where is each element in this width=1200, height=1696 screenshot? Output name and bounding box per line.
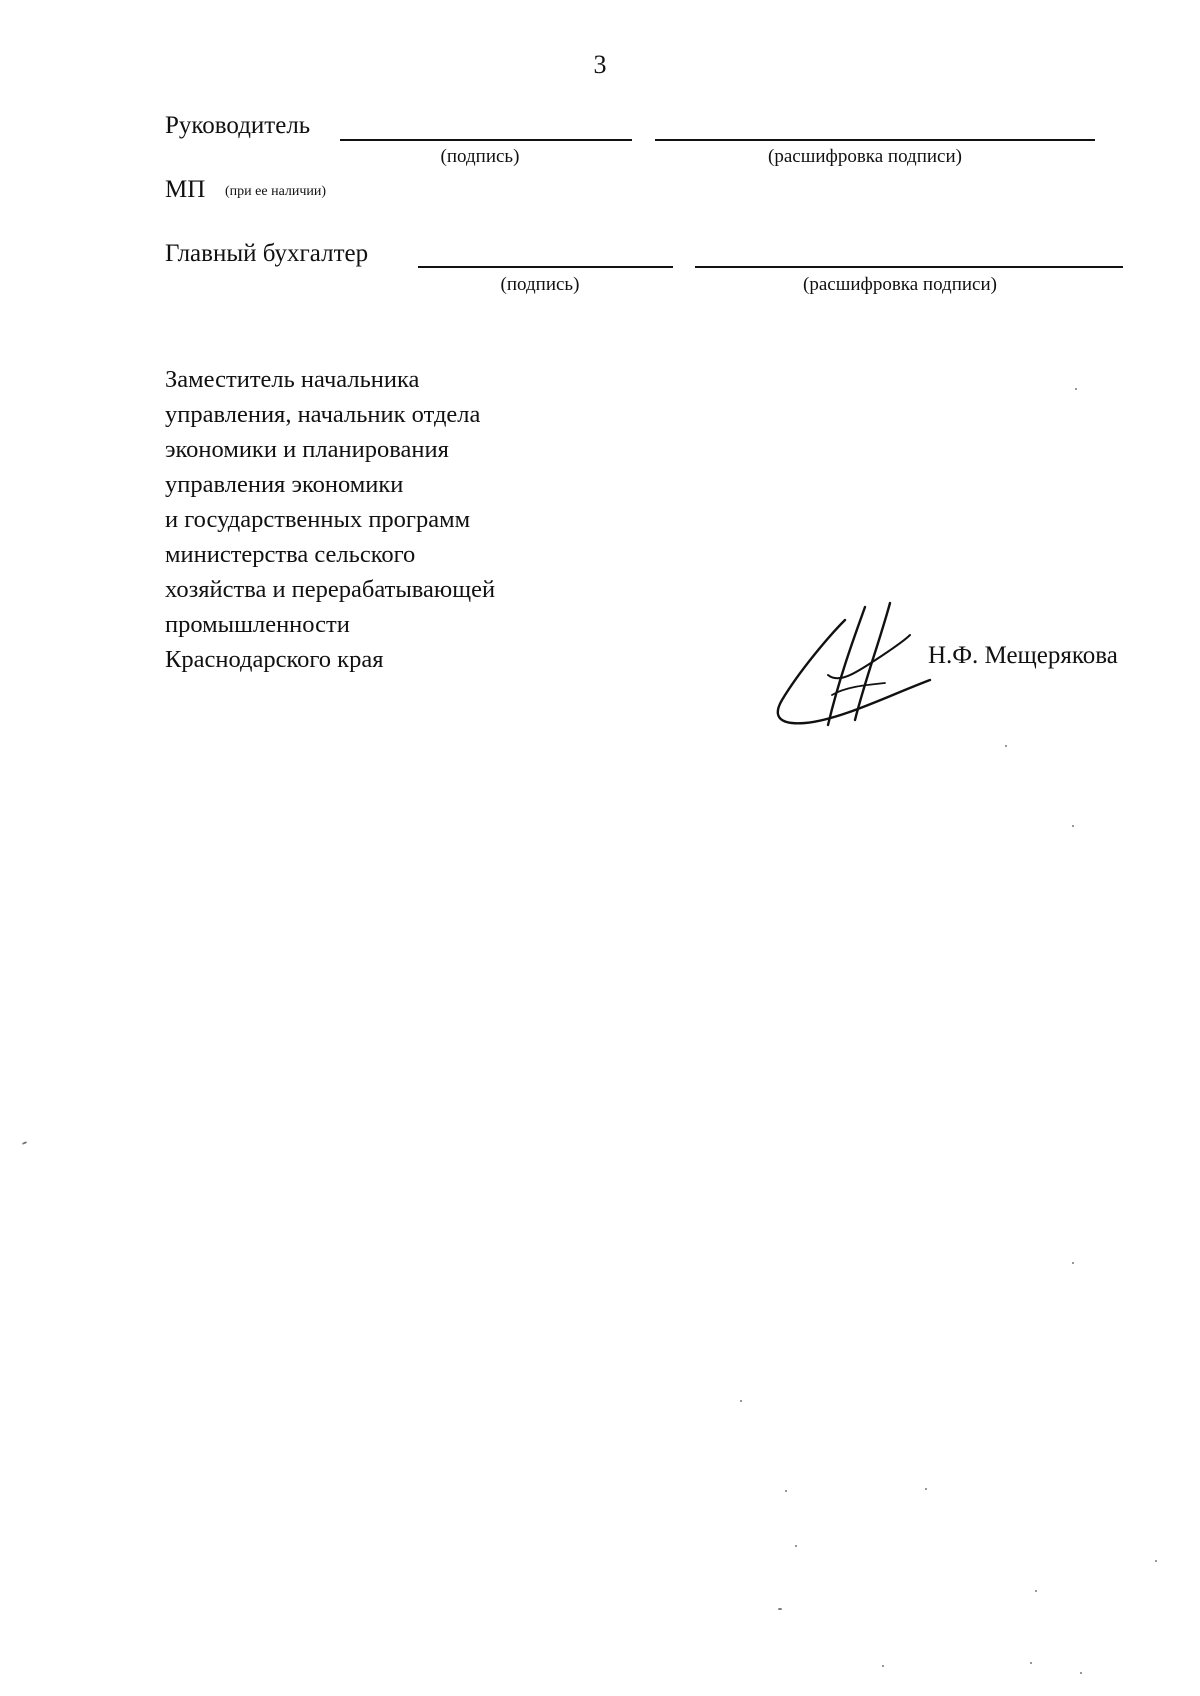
head-label: Руководитель	[165, 112, 311, 139]
chief-accountant-transcript-line	[695, 266, 1123, 268]
position-line: Краснодарского края	[165, 646, 384, 673]
scan-speck	[1072, 1262, 1074, 1264]
scan-speck	[1072, 825, 1074, 827]
handwritten-signature	[770, 595, 940, 735]
position-line: и государственных программ	[165, 506, 471, 533]
chief-accountant-transcript-caption: (расшифровка подписи)	[803, 274, 997, 295]
seal-label: МП	[165, 176, 206, 203]
official-position	[165, 362, 685, 677]
scan-speck	[925, 1488, 927, 1490]
chief-accountant-signature-line	[418, 266, 673, 268]
head-transcript-line	[655, 139, 1095, 141]
head-signature-caption: (подпись)	[440, 146, 520, 167]
position-line: управления, начальник отдела	[165, 401, 481, 428]
scan-speck	[22, 1141, 27, 1145]
scan-speck	[1075, 388, 1077, 390]
position-line: Заместитель начальника	[165, 366, 420, 393]
head-transcript-caption: (расшифровка подписи)	[768, 146, 962, 167]
scan-speck	[1005, 745, 1007, 747]
position-line: промышленности	[165, 611, 350, 638]
position-line: министерства сельского	[165, 541, 416, 568]
scan-speck	[1155, 1560, 1157, 1562]
scan-speck	[795, 1545, 797, 1547]
position-line: управления экономики	[165, 471, 404, 498]
chief-accountant-signature-caption: (подпись)	[500, 274, 580, 295]
page-number: 3	[593, 50, 607, 79]
scan-speck	[1035, 1590, 1037, 1592]
position-line: хозяйства и перерабатывающей	[165, 576, 496, 603]
scan-speck	[778, 1608, 782, 1610]
scan-speck	[1080, 1672, 1082, 1674]
position-line: экономики и планирования	[165, 436, 449, 463]
scan-speck	[740, 1400, 742, 1402]
head-signature-line	[340, 139, 632, 141]
scan-speck	[785, 1490, 787, 1492]
chief-accountant-label: Главный бухгалтер	[165, 240, 369, 267]
scan-speck	[1030, 1662, 1032, 1664]
signer-name: Н.Ф. Мещерякова	[928, 642, 1118, 669]
scan-speck	[882, 1665, 884, 1667]
seal-note: (при ее наличии)	[225, 184, 327, 199]
